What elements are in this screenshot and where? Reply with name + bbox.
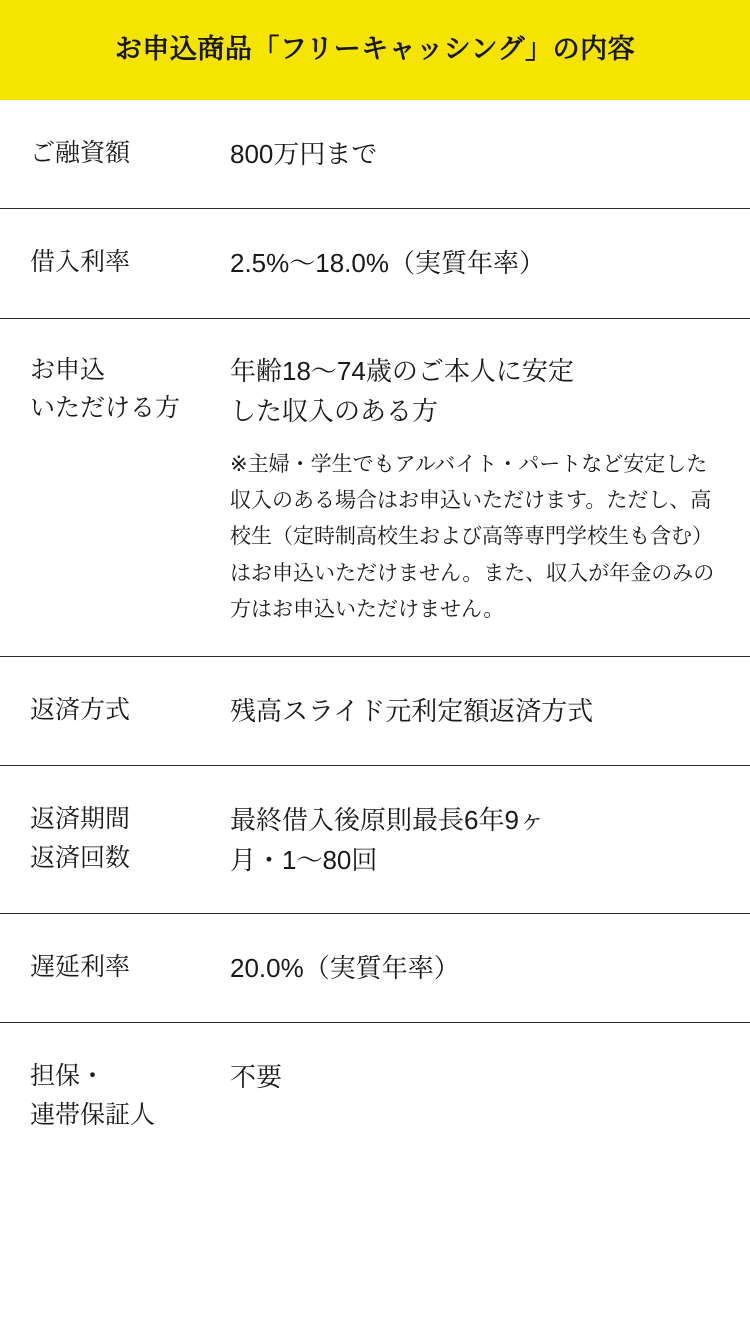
row-label-collateral [0, 1057, 230, 1135]
table-row-loan-amount [0, 100, 750, 209]
row-value-repayment-period-line1: 最終借入後原則最長6年9ヶ [230, 805, 545, 836]
row-label-eligibility [0, 351, 230, 429]
row-note-eligibility: ※主婦・学生でもアルバイト・パートなど安定した収入のある場合はお申込いただけます。ただし、高校生（定時制高校生および高等専門学校生も含む）はお申込いただけません。また、収入が年金のみの方はお申込いただけません。 [230, 453, 715, 621]
row-label-interest-rate: 借入利率 [30, 248, 131, 277]
row-value-repayment-method: 残高スライド元利定額返済方式 [230, 695, 594, 726]
row-label-repayment-period-line2: 返済回数 [30, 843, 131, 872]
row-label-loan-amount: ご融資額 [30, 139, 131, 167]
row-value-eligibility-line2: した収入のある方 [230, 395, 439, 426]
row-value-collateral: 不要 [230, 1061, 283, 1092]
row-label-repayment-method: 返済方式 [30, 695, 131, 724]
row-label-collateral-line1: 担保・ [30, 1061, 106, 1090]
table-row-interest-rate [0, 209, 750, 318]
table-body [0, 100, 750, 1168]
table-row-repayment-period [0, 766, 750, 914]
row-value-eligibility-line1: 年齢18〜74歳のご本人に安定 [230, 355, 574, 386]
row-value-eligibility [230, 351, 750, 628]
row-label-eligibility-line1: お申込 [30, 355, 106, 384]
table-row-late-rate [0, 914, 750, 1023]
row-label-repayment-period-line1: 返済期間 [30, 805, 131, 834]
row-label-late-rate: 遅延利率 [30, 952, 131, 981]
row-label-collateral-line2: 連帯保証人 [30, 1100, 156, 1129]
row-value-late-rate: 20.0%（実質年率） [230, 952, 460, 983]
row-value-interest-rate: 2.5%〜18.0%（実質年率） [230, 248, 545, 279]
table-header [0, 0, 750, 100]
table-row-repayment-method [0, 657, 750, 766]
page-title: お申込商品「フリーキャッシング」の内容 [114, 34, 636, 65]
table-row-eligibility [0, 319, 750, 657]
row-label-eligibility-line2: いただける方 [30, 394, 181, 423]
table-row-collateral [0, 1023, 750, 1169]
row-value-repayment-period-line2: 月・1〜80回 [230, 845, 378, 876]
row-label-repayment-period [0, 800, 230, 878]
row-value-repayment-period [230, 800, 750, 881]
row-value-loan-amount: 800万円まで [230, 139, 378, 169]
